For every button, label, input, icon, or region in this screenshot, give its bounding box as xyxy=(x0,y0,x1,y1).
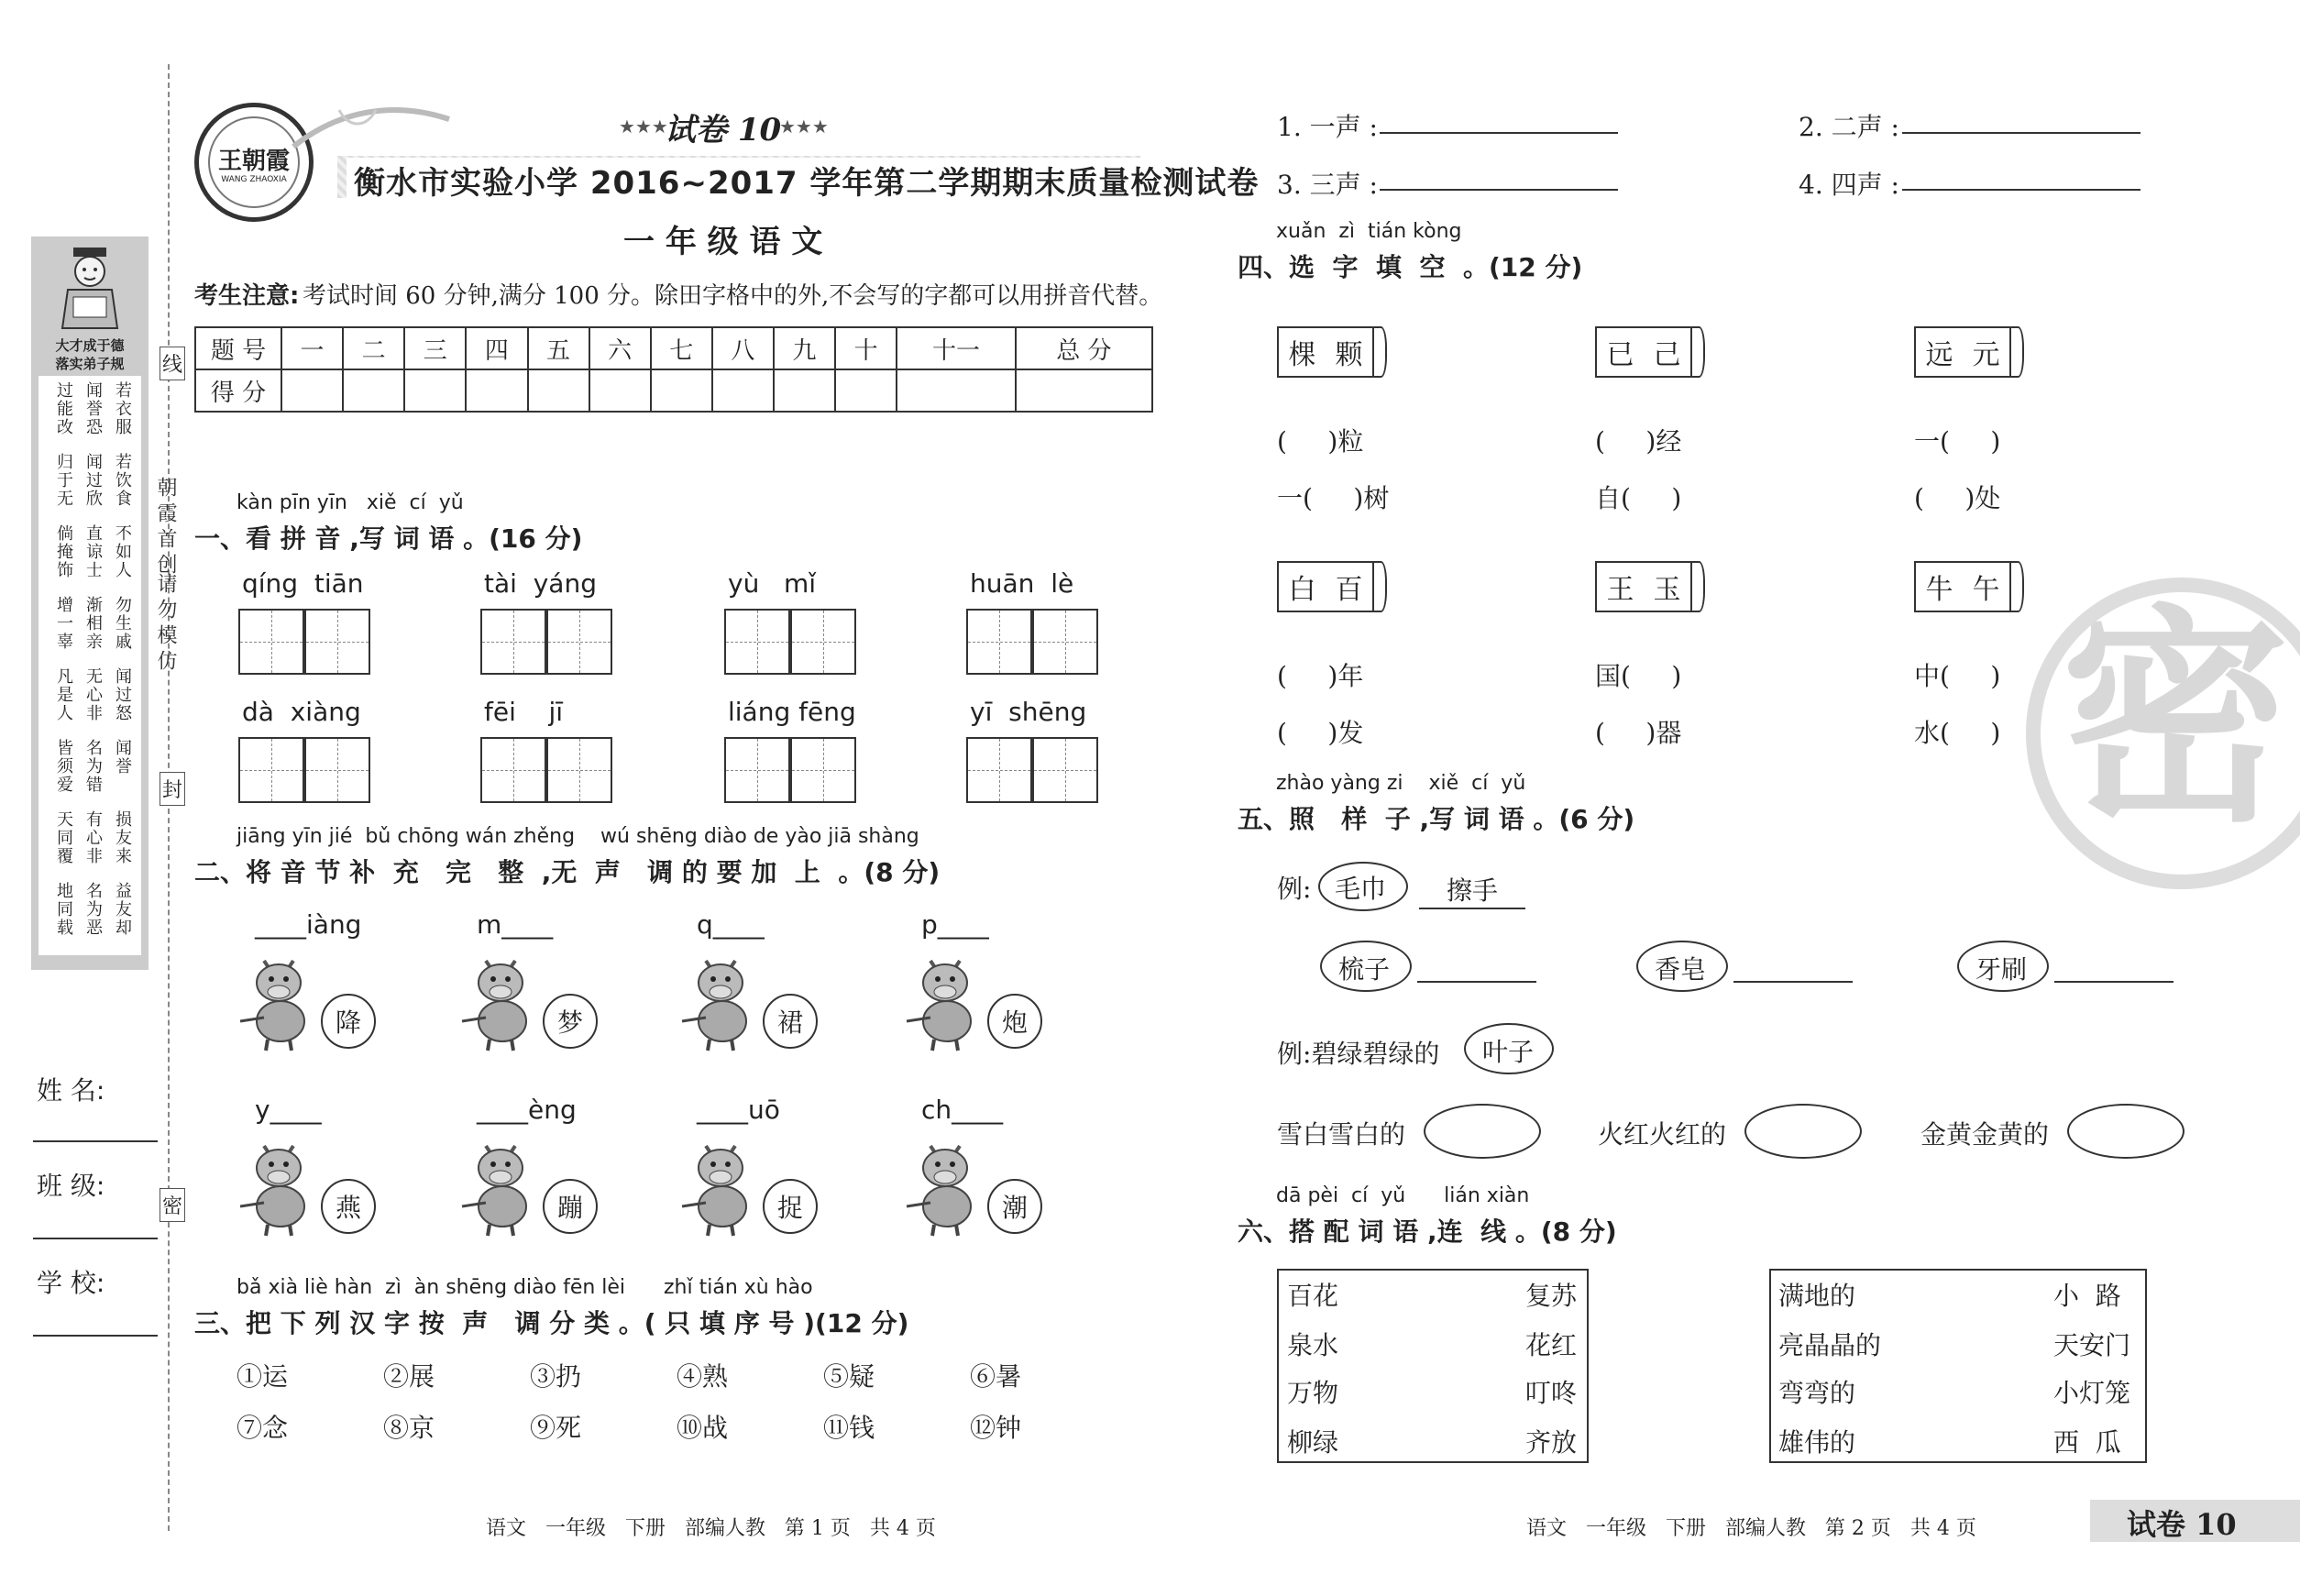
q4-option-b: 己 xyxy=(1653,339,1681,371)
q2-character-circle: 降 xyxy=(321,994,376,1049)
sidebar-verse: 凡是人 xyxy=(54,667,73,722)
q6-title: 六、搭 配 词 语 ,连 线 。(8 分) xyxy=(1238,1216,1617,1247)
q2-syllable-blank[interactable]: y____ xyxy=(255,1095,322,1125)
sidebar-verse: 闻誉 xyxy=(113,739,132,776)
score-input-cell[interactable] xyxy=(589,369,651,412)
q4-option-flag xyxy=(1914,326,2011,378)
q4-option-a: 牛 xyxy=(1925,574,1953,606)
q1-title: 一、看 拼 音 ,写 词 语 。(16 分) xyxy=(194,523,583,554)
q3-character-item: ⑤疑 xyxy=(823,1361,875,1392)
q5-word: 梳子 xyxy=(1338,954,1391,985)
score-header-cell: 八 xyxy=(712,327,774,369)
score-input-cell[interactable] xyxy=(835,369,897,412)
q6-left-word[interactable]: 弯弯的 xyxy=(1778,1378,1856,1408)
q4-blank-line-1[interactable]: ( )粒 xyxy=(1277,426,1364,457)
sidebar-verse: 渐相亲 xyxy=(83,596,103,651)
q2-syllable-blank[interactable]: m____ xyxy=(477,909,554,940)
q1-writing-cell[interactable] xyxy=(966,609,1032,675)
seal-words-2: 请勿模仿 xyxy=(154,573,177,676)
q4-option-flag xyxy=(1277,326,1374,378)
q3-character-item: ⑧京 xyxy=(383,1413,435,1443)
q3-character-item: ⑩战 xyxy=(677,1413,729,1443)
q4-option-b: 玉 xyxy=(1653,574,1681,606)
sidebar-verse: 过能改 xyxy=(54,381,73,436)
motto-top: 大才成于德 xyxy=(55,337,125,354)
q6-right-word[interactable]: 花红 xyxy=(1525,1330,1578,1360)
q6-left-word[interactable]: 泉水 xyxy=(1287,1330,1339,1360)
q6-pinyin: dā pèi cí yǔ lián xiàn xyxy=(1276,1184,1530,1207)
q4-blank-line-2[interactable]: 一( )树 xyxy=(1277,483,1390,513)
class-label: 班 级: xyxy=(37,1171,105,1201)
subject-title: 一 年 级 语 文 xyxy=(623,224,823,260)
q5-word: 牙刷 xyxy=(1975,954,2028,985)
exam-number-stars-left: ★★★ xyxy=(619,116,668,138)
q4-blank-line-2[interactable]: ( )处 xyxy=(1914,483,2001,513)
q2-syllable-blank[interactable]: ____iàng xyxy=(255,909,362,940)
score-input-cell[interactable] xyxy=(528,369,589,412)
sidebar-verse: 倘掩饰 xyxy=(54,524,73,579)
score-header-cell: 七 xyxy=(651,327,712,369)
q4-option-b: 百 xyxy=(1335,574,1363,606)
sidebar-verse: 直谅士 xyxy=(83,524,103,579)
sidebar-verse: 不如人 xyxy=(113,524,132,579)
q5-word: 香皂 xyxy=(1655,954,1707,985)
q5-answer-line[interactable] xyxy=(2054,981,2173,983)
q2-character-circle: 潮 xyxy=(987,1179,1042,1234)
q4-option-flag xyxy=(1914,561,2011,612)
q4-option-b: 颗 xyxy=(1335,339,1363,371)
q6-right-word[interactable]: 天安门 xyxy=(2053,1330,2131,1360)
q3-character-item: ⑫钟 xyxy=(970,1413,1022,1443)
q4-option-a: 远 xyxy=(1925,339,1953,371)
q2-character-circle: 裙 xyxy=(763,994,818,1049)
notice-label: 考生注意: xyxy=(194,282,300,310)
q3-character-item: ①运 xyxy=(237,1361,289,1392)
school-label: 学 校: xyxy=(37,1268,105,1298)
score-row-label: 得 分 xyxy=(195,369,281,412)
sidebar-verse: 增一辜 xyxy=(54,596,73,651)
q1-writing-cell[interactable] xyxy=(724,609,790,675)
sidebar-verse: 勿生戚 xyxy=(113,596,132,651)
q1-writing-cell[interactable] xyxy=(1032,737,1098,803)
q2-syllable-blank[interactable]: p____ xyxy=(921,909,989,940)
q1-word-pinyin: qíng tiān xyxy=(242,568,364,599)
score-header-cell: 总 分 xyxy=(1016,327,1152,369)
score-input-cell[interactable] xyxy=(466,369,527,412)
q1-pinyin: kàn pīn yīn xiě cí yǔ xyxy=(237,491,464,514)
q4-option-b: 午 xyxy=(1972,574,2000,606)
q4-option-a: 白 xyxy=(1288,574,1316,606)
q1-writing-cell[interactable] xyxy=(238,737,304,803)
q4-option-a: 王 xyxy=(1606,574,1634,606)
q5-example1-label: 例: xyxy=(1277,874,1312,904)
q4-pinyin: xuǎn zì tián kòng xyxy=(1276,220,1462,243)
tone-1-answer[interactable] xyxy=(1380,132,1618,134)
q1-writing-cell[interactable] xyxy=(790,737,856,803)
score-header-cell: 三 xyxy=(404,327,466,369)
q4-blank-line-1[interactable]: 中( ) xyxy=(1914,661,2001,691)
q4-blank-line-1[interactable]: 国( ) xyxy=(1595,661,1682,691)
q2-syllable-blank[interactable]: q____ xyxy=(697,909,765,940)
sidebar-verse: 若衣服 xyxy=(113,381,132,436)
cut-label-1: 线 xyxy=(160,347,185,380)
notice-text: 考试时间 60 分钟,满分 100 分。除田字格中的外,不会写的字都可以用拼音代替。 xyxy=(303,282,1163,310)
scholar-illustration xyxy=(53,244,127,336)
sidebar-verse: 归于无 xyxy=(54,453,73,508)
sidebar-verse: 益友却 xyxy=(113,882,132,937)
score-input-cell[interactable] xyxy=(651,369,712,412)
q1-word-pinyin: yī shēng xyxy=(970,697,1087,727)
tone-4-answer[interactable] xyxy=(1902,189,2140,191)
score-input-cell[interactable] xyxy=(404,369,466,412)
q3-character-item: ⑥暑 xyxy=(970,1361,1022,1392)
score-header-cell: 四 xyxy=(466,327,527,369)
sidebar-verse: 无心非 xyxy=(83,667,103,722)
q3-character-item: ⑪钱 xyxy=(823,1413,875,1443)
tone-3-label: 3. 三声 : xyxy=(1277,170,1378,200)
sidebar-verse: 闻过怒 xyxy=(113,667,132,722)
q6-right-word[interactable]: 西 瓜 xyxy=(2053,1427,2121,1458)
q4-title: 四、选 字 填 空 。(12 分) xyxy=(1238,252,1583,282)
corner-label: 试卷 10 xyxy=(2127,1507,2237,1542)
q1-word-pinyin: yù mǐ xyxy=(728,568,817,599)
q1-writing-cell[interactable] xyxy=(304,737,370,803)
q2-syllable-blank[interactable]: ____uō xyxy=(697,1095,780,1125)
q1-writing-cell[interactable] xyxy=(480,737,546,803)
motto-bottom: 落实弟子规 xyxy=(55,356,125,372)
q3-character-item: ⑨死 xyxy=(530,1413,582,1443)
q1-writing-cell[interactable] xyxy=(966,737,1032,803)
q4-blank-line-1[interactable]: ( )经 xyxy=(1595,426,1682,457)
score-header-cell: 五 xyxy=(528,327,589,369)
class-field[interactable] xyxy=(33,1238,158,1239)
score-header-cell: 六 xyxy=(589,327,651,369)
q6-right-word[interactable]: 齐放 xyxy=(1525,1427,1578,1458)
q6-right-word[interactable]: 小灯笼 xyxy=(2053,1378,2131,1408)
q2-character-circle: 捉 xyxy=(763,1179,818,1234)
sidebar-verse: 闻过欣 xyxy=(83,453,103,508)
q6-left-word[interactable]: 满地的 xyxy=(1778,1281,1856,1311)
q4-option-flag xyxy=(1277,561,1374,612)
sidebar-verse: 名为错 xyxy=(83,739,103,794)
q1-word-pinyin: liáng fēng xyxy=(728,697,856,727)
q4-blank-line-2[interactable]: 水( ) xyxy=(1914,718,2001,748)
q1-word-pinyin: tài yáng xyxy=(484,568,597,599)
q5-pinyin: zhào yàng zi xiě cí yǔ xyxy=(1276,772,1526,795)
q6-right-word[interactable]: 小 路 xyxy=(2053,1281,2121,1311)
tone-2-answer[interactable] xyxy=(1902,132,2140,134)
sidebar-verse: 闻誉恐 xyxy=(83,381,103,436)
q1-word-pinyin: fēi jī xyxy=(484,697,564,727)
sidebar-verse: 损友来 xyxy=(113,810,132,865)
q4-option-flag xyxy=(1595,561,1692,612)
q1-writing-cell[interactable] xyxy=(480,609,546,675)
q6-left-word[interactable]: 万物 xyxy=(1287,1378,1339,1408)
q5-answer-line[interactable] xyxy=(1417,981,1536,983)
q2-character-circle: 炮 xyxy=(987,994,1042,1049)
score-input-cell[interactable] xyxy=(281,369,343,412)
q4-option-a: 棵 xyxy=(1288,339,1316,371)
exam-number: 试卷 10 xyxy=(665,112,782,149)
q5-answer-oval[interactable] xyxy=(2067,1104,2184,1159)
sidebar-verse: 天同覆 xyxy=(54,810,73,865)
seal-words-1: 朝霞首创 xyxy=(154,477,177,579)
sidebar-verse: 皆须爱 xyxy=(54,739,73,794)
brand-logo: 王朝霞 WANG ZHAOXIA xyxy=(194,103,314,222)
q5-phrase: 雪白雪白的 xyxy=(1277,1119,1406,1150)
q2-character-circle: 燕 xyxy=(321,1179,376,1234)
q3-pinyin: bǎ xià liè hàn zì àn shēng diào fēn lèi zhǐ tián xù hào xyxy=(237,1276,813,1299)
cut-label-3: 密 xyxy=(160,1188,185,1222)
footer-left: 语文 一年级 下册 部编人教 第 1 页 共 4 页 xyxy=(486,1517,936,1540)
q2-title: 二、将 音 节 补 充 完 整 ,无 声 调 的 要 加 上 。(8 分) xyxy=(194,857,941,887)
score-header-cell: 十 xyxy=(835,327,897,369)
sidebar-motto-panel xyxy=(31,237,149,970)
tone-1-label: 1. 一声 : xyxy=(1277,112,1378,142)
name-field[interactable] xyxy=(33,1140,158,1142)
sidebar-verse: 地同载 xyxy=(54,882,73,937)
q6-left-word[interactable]: 百花 xyxy=(1287,1281,1339,1311)
exam-title: 衡水市实验小学 2016~2017 学年第二学期期末质量检测试卷 xyxy=(347,158,1266,203)
q1-writing-cell[interactable] xyxy=(546,609,612,675)
q1-writing-cell[interactable] xyxy=(546,737,612,803)
name-label: 姓 名: xyxy=(37,1075,105,1106)
q1-writing-cell[interactable] xyxy=(304,609,370,675)
q3-character-item: ⑦念 xyxy=(237,1413,289,1443)
q4-blank-line-2[interactable]: 自( ) xyxy=(1595,483,1682,513)
q1-writing-cell[interactable] xyxy=(238,609,304,675)
q5-answer-oval[interactable] xyxy=(1424,1104,1541,1159)
q3-character-item: ②展 xyxy=(383,1361,435,1392)
tone-4-label: 4. 四声 : xyxy=(1799,170,1899,200)
q4-blank-line-2[interactable]: ( )发 xyxy=(1277,718,1364,748)
q1-writing-cell[interactable] xyxy=(724,737,790,803)
score-header-cell: 九 xyxy=(774,327,835,369)
sidebar-verse: 有心非 xyxy=(83,810,103,865)
q2-syllable-blank[interactable]: ____èng xyxy=(477,1095,577,1125)
tone-2-label: 2. 二声 : xyxy=(1799,112,1899,142)
score-input-cell[interactable] xyxy=(774,369,835,412)
q3-character-item: ③扔 xyxy=(530,1361,582,1392)
sidebar-verse: 若饮食 xyxy=(113,453,132,508)
tone-3-answer[interactable] xyxy=(1380,189,1618,191)
q6-right-word[interactable]: 叮咚 xyxy=(1525,1378,1578,1408)
q4-option-a: 已 xyxy=(1606,339,1634,371)
score-input-cell[interactable] xyxy=(1016,369,1152,412)
q5-title: 五、照 样 子 ,写 词 语 。(6 分) xyxy=(1238,804,1635,834)
school-field[interactable] xyxy=(33,1335,158,1337)
confidential-stamp: 密 xyxy=(2026,578,2300,889)
q5-answer-oval[interactable] xyxy=(1744,1104,1862,1159)
score-header-cell: 一 xyxy=(281,327,343,369)
q2-character-circle: 梦 xyxy=(543,994,598,1049)
score-input-cell[interactable] xyxy=(343,369,404,412)
exam-number-stars-right: ★★★ xyxy=(779,116,829,138)
q5-example2-label: 例:碧绿碧绿的 xyxy=(1277,1039,1440,1069)
verse-grid xyxy=(39,381,141,950)
score-input-cell[interactable] xyxy=(897,369,1015,412)
q2-syllable-blank[interactable]: ch____ xyxy=(921,1095,1004,1125)
q5-example1-answer: 擦手 xyxy=(1419,871,1525,909)
q6-left-word[interactable]: 柳绿 xyxy=(1287,1427,1339,1458)
q6-left-word[interactable]: 雄伟的 xyxy=(1778,1427,1856,1458)
score-header-cell: 二 xyxy=(343,327,404,369)
q6-right-word[interactable]: 复苏 xyxy=(1525,1281,1578,1311)
q4-blank-line-1[interactable]: 一( ) xyxy=(1914,426,2001,457)
q1-word-pinyin: huān lè xyxy=(970,568,1074,599)
q5-example1-word: 毛巾 xyxy=(1335,874,1387,904)
q4-blank-line-1[interactable]: ( )年 xyxy=(1277,661,1364,691)
q5-answer-line[interactable] xyxy=(1733,981,1853,983)
q2-character-circle: 蹦 xyxy=(543,1179,598,1234)
q4-option-b: 元 xyxy=(1972,339,2000,371)
footer-right: 语文 一年级 下册 部编人教 第 2 页 共 4 页 xyxy=(1526,1517,1976,1540)
q4-blank-line-2[interactable]: ( )器 xyxy=(1595,718,1682,748)
q3-character-item: ④熟 xyxy=(677,1361,729,1392)
q1-writing-cell[interactable] xyxy=(1032,609,1098,675)
q5-phrase: 火红火红的 xyxy=(1598,1119,1727,1150)
q4-option-flag xyxy=(1595,326,1692,378)
score-header-cell: 十一 xyxy=(897,327,1015,369)
q1-word-pinyin: dà xiàng xyxy=(242,697,361,727)
q6-left-word[interactable]: 亮晶晶的 xyxy=(1778,1330,1882,1360)
score-input-cell[interactable] xyxy=(712,369,774,412)
cut-label-2: 封 xyxy=(160,772,185,806)
q5-phrase: 金黄金黄的 xyxy=(1920,1119,2050,1150)
q3-title: 三、把 下 列 汉 字 按 声 调 分 类 。( 只 填 序 号 )(12 分) xyxy=(194,1308,909,1338)
q1-writing-cell[interactable] xyxy=(790,609,856,675)
q2-pinyin: jiāng yīn jié bǔ chōng wán zhěng wú shēng diào de yào jiā shàng xyxy=(237,825,919,848)
score-header-cell: 题 号 xyxy=(195,327,281,369)
q5-example2-word: 叶子 xyxy=(1482,1037,1535,1067)
sidebar-verse: 名为恶 xyxy=(83,882,103,937)
score-table xyxy=(194,326,1153,413)
